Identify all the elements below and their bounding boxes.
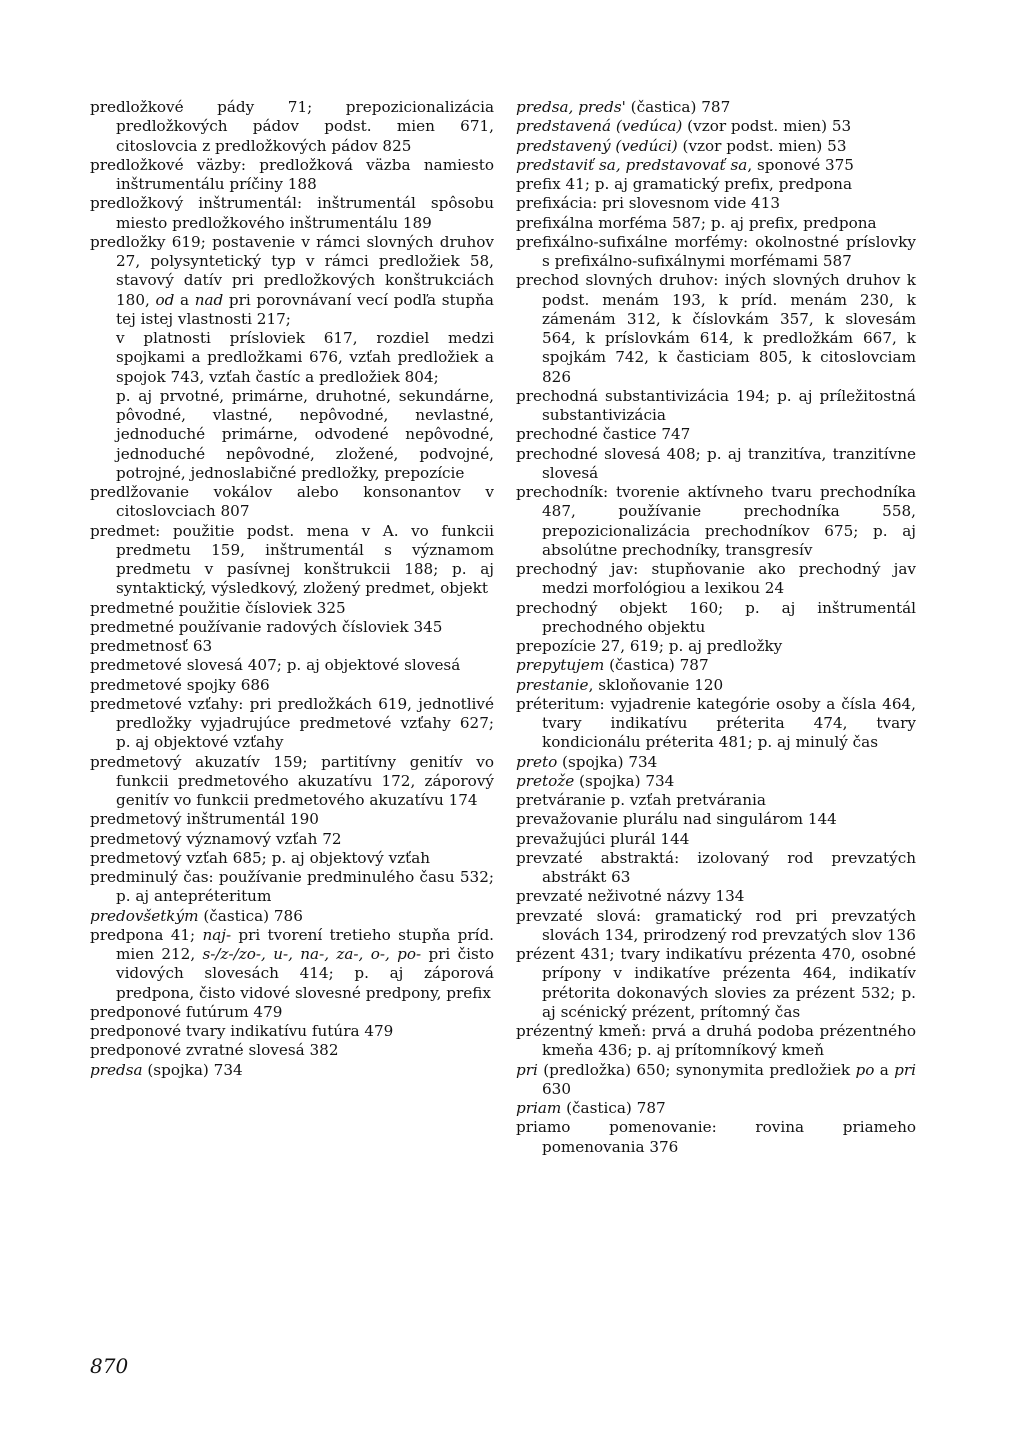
entry-text: p. aj prvotné, primárne, druhotné, sekundárne, pôvodné, vlastné, nepôvodné, nevlastné, jednoduché primárne, odvodené nepôvodné, jednoduché nepôvodné, zložené, podvojné, potrojné, jednoslabičné predložky, prepozície: [116, 386, 494, 482]
italic-term: predsa, preds': [516, 98, 626, 116]
entry-text: a: [874, 1060, 895, 1079]
index-entry: [90, 926, 494, 1003]
italic-term: po: [855, 1060, 875, 1079]
entry-text: (spojka) 734: [142, 1060, 243, 1079]
entry-text: prevzaté abstraktá: izolovaný rod prevzatých abstrákt 63: [516, 848, 916, 886]
index-entry: [90, 637, 494, 656]
index-entry: [90, 599, 494, 618]
entry-text: prechodný jav: stupňovanie ako prechodný jav medzi morfológiou a lexikou 24: [516, 560, 916, 598]
index-entry: [516, 695, 916, 753]
entry-text: prefix 41; p. aj gramatický prefix, predpona: [516, 175, 853, 193]
index-entry: [90, 830, 494, 849]
index-column-right: [516, 98, 916, 1157]
entry-text: predpona 41;: [90, 925, 203, 944]
index-entry: [516, 772, 916, 791]
index-entry: [516, 907, 916, 946]
entry-text: prechodník: tvorenie aktívneho tvaru prechodníka 487, používanie prechodníka 558, prepozicionalizácia prechodníkov 675; p. aj absolútne prechodníky, transgresív: [516, 483, 916, 559]
entry-text: pretváranie p. vzťah pretvárania: [516, 791, 766, 809]
entry-text: prézentný kmeň: prvá a druhá podoba prézentného kmeňa 436; p. aj prítomníkový kmeň: [516, 1022, 916, 1060]
entry-text: , skloňovanie 120: [588, 675, 724, 694]
italic-term: od: [155, 290, 175, 309]
index-entry: [516, 945, 916, 1022]
index-entry-continuation: [90, 387, 494, 483]
entry-text: predmetový vzťah 685; p. aj objektový vzťah: [90, 848, 431, 867]
entry-text: predmetové spojky 686: [90, 675, 270, 694]
index-entry: [90, 1041, 494, 1060]
index-entry: [516, 98, 916, 117]
index-entry: [516, 214, 916, 233]
index-entry: [516, 1099, 916, 1118]
index-entry: [90, 907, 494, 926]
index-entry: [90, 233, 494, 329]
entry-text: predmetový inštrumentál 190: [90, 810, 319, 829]
entry-text: prevažovanie plurálu nad singulárom 144: [516, 810, 837, 829]
entry-text: predložkový inštrumentál: inštrumentál spôsobu miesto predložkového inštrumentálu 189: [90, 194, 494, 232]
entry-text: 630: [542, 1079, 571, 1098]
entry-text: priamo pomenovanie: rovina priameho pomenovania 376: [516, 1118, 916, 1156]
entry-text: predmetné použitie čísloviek 325: [90, 598, 346, 617]
index-entry: [516, 656, 916, 675]
entry-text: prechodná substantivizácia 194; p. aj príležitostná substantivizácia: [516, 386, 916, 424]
entry-text: pri tvorení tretieho stupňa príd. mien 212,: [116, 925, 494, 963]
index-entry: [516, 830, 916, 849]
index-entry: [516, 117, 916, 136]
index-entry: [90, 1061, 494, 1080]
italic-term: nad: [194, 290, 224, 309]
entry-text: (spojka) 734: [557, 752, 658, 771]
italic-term: prepytujem: [516, 656, 605, 675]
entry-text: prefixácia: pri slovesnom vide 413: [516, 194, 781, 213]
index-entry: [516, 1022, 916, 1061]
index-entry: [516, 560, 916, 599]
italic-term: preto: [516, 752, 558, 771]
italic-term: priam: [516, 1099, 562, 1117]
index-entry: [516, 791, 916, 810]
entry-text: predložkové väzby: predložková väzba namiesto inštrumentálu príčiny 188: [90, 155, 494, 193]
italic-term: naj-: [202, 925, 232, 944]
italic-term: predstavený (vedúci): [516, 136, 678, 155]
index-entry: [516, 849, 916, 888]
italic-term: pri: [516, 1060, 538, 1079]
entry-text: prechodné častice 747: [516, 425, 691, 444]
entry-text: predponové tvary indikatívu futúra 479: [90, 1022, 394, 1040]
index-entry: [516, 156, 916, 175]
entry-text: prefixálno-sufixálne morfémy: okolnostné príslovky s prefixálno-sufixálnymi morfémami 587: [516, 232, 916, 270]
entry-text: prefixálna morféma 587; p. aj prefix, predpona: [516, 213, 877, 232]
entry-text: pri čisto vidových slovesách 414; p. aj záporová predpona, čisto vidové slovesné predpony, prefix: [116, 945, 494, 1002]
entry-text: prepozície 27, 619; p. aj predložky: [516, 637, 783, 655]
entry-text: predložky 619; postavenie v rámci slovných druhov 27, polysyntetický typ v rámci predložiek 58, stavový datív pri predložkových konštrukciách 180,: [90, 232, 494, 309]
italic-term: prestanie: [516, 675, 589, 694]
entry-text: prechodný objekt 160; p. aj inštrumentál prechodného objektu: [516, 598, 916, 636]
entry-text: prevzaté slová: gramatický rod pri prevzatých slovách 134, prirodzený rod prevzatých slov 136: [516, 906, 916, 944]
entry-text: predponové futúrum 479: [90, 1002, 283, 1021]
entry-text: (vzor podst. mien) 53: [677, 136, 847, 155]
index-entry: [90, 676, 494, 695]
index-entry: [516, 233, 916, 272]
entry-text: predmetový akuzatív 159; partitívny genitív vo funkcii predmetového akuzatívu 172, záporový genitív vo funkcii predmetového akuzatívu 174: [90, 752, 494, 809]
index-entry: [90, 849, 494, 868]
index-entry: [516, 425, 916, 444]
entry-text: prechod slovných druhov: iných slovných druhov k podst. menám 193, k príd. menám 230, k zámenám 312, k číslovkám 357, k slovesám 564, k príslovkám 614, k predložkám 667, k spojkám 742, k časticiam 805, k citoslovciam 826: [516, 271, 916, 386]
italic-term: predovšetkým: [90, 906, 199, 925]
entry-text: predmetové slovesá 407; p. aj objektové slovesá: [90, 656, 461, 675]
index-entry: [516, 599, 916, 638]
entry-text: (častica) 786: [198, 906, 303, 925]
entry-text: predmetový významový vzťah 72: [90, 829, 342, 848]
entry-text: prevažujúci plurál 144: [516, 829, 690, 848]
index-entry: [516, 137, 916, 156]
index-entry: [90, 1022, 494, 1041]
index-entry: [516, 637, 916, 656]
index-entry: [90, 695, 494, 753]
entry-text: prézent 431; tvary indikatívu prézenta 470, osobné prípony v indikatíve prézenta 464, indikatív prétorita dokonavých slovies za prézent 532; p. aj scénický prézent, prítomný čas: [516, 945, 916, 1021]
index-entry: [90, 618, 494, 637]
index-entry: [516, 810, 916, 829]
entry-text: (častica) 787: [625, 98, 731, 116]
index-entry: [516, 194, 916, 213]
entry-text: predložkové pády 71; prepozicionalizácia predložkových pádov podst. mien 671, citoslovcia z predložkových pádov 825: [90, 98, 494, 155]
entry-text: , sponové 375: [747, 155, 854, 174]
index-entry: [90, 98, 494, 156]
index-entry: [516, 887, 916, 906]
index-entry: [90, 810, 494, 829]
entry-text: (predložka) 650; synonymita predložiek: [537, 1060, 856, 1079]
entry-text: (spojka) 734: [574, 771, 675, 790]
index-entry: [516, 1118, 916, 1157]
entry-text: predmet: použitie podst. mena v A. vo funkcii predmetu 159, inštrumentál s významom predmetu v pasívnej konštrukcii 188; p. aj syntaktický, výsledkový, zložený predmet, objekt: [90, 521, 494, 598]
index-entry: [516, 483, 916, 560]
entry-text: predponové zvratné slovesá 382: [90, 1041, 339, 1060]
index-entry: [516, 753, 916, 772]
index-entry: [90, 522, 494, 599]
italic-term: predsa: [90, 1060, 143, 1079]
index-entry: [90, 156, 494, 195]
index-entry: [90, 656, 494, 675]
index-entry: [516, 387, 916, 426]
entry-text: (vzor podst. mien) 53: [682, 117, 852, 136]
entry-text: (častica) 787: [561, 1099, 666, 1117]
index-entry: [90, 868, 494, 907]
entry-text: v platnosti prísloviek 617, rozdiel medzi spojkami a predložkami 676, vzťah predložiek a spojok 743, vzťah častíc a predložiek 804;: [116, 329, 494, 386]
entry-text: predlžovanie vokálov alebo konsonantov v citoslovciach 807: [90, 483, 494, 521]
index-entry: [90, 483, 494, 522]
index-entry-continuation: [90, 329, 494, 387]
italic-term: pretože: [516, 771, 575, 790]
index-entry: [516, 676, 916, 695]
entry-text: predminulý čas: používanie predminulého času 532; p. aj antepréteritum: [90, 868, 494, 906]
entry-text: (častica) 787: [604, 656, 709, 675]
index-entry: [90, 1003, 494, 1022]
entry-text: prechodné slovesá 408; p. aj tranzitíva, tranzitívne slovesá: [516, 444, 916, 482]
entry-text: predmetové vzťahy: pri predložkách 619, jednotlivé predložky vyjadrujúce predmetové vzťahy 627; p. aj objektové vzťahy: [90, 694, 494, 752]
index-entry: [516, 175, 916, 194]
index-entry: [516, 271, 916, 387]
italic-term: predstaviť sa, predstavovať sa: [516, 155, 748, 174]
entry-text: a: [174, 290, 195, 309]
entry-text: predmetnosť 63: [90, 637, 213, 655]
index-entry: [90, 753, 494, 811]
page-number: 870: [90, 1354, 129, 1378]
italic-term: s-/z-/zo-, u-, na-, za-, o-, po-: [202, 945, 422, 963]
entry-text: prevzaté neživotné názvy 134: [516, 887, 745, 906]
italic-term: pri: [894, 1060, 916, 1079]
italic-term: predstavená (vedúca): [516, 117, 683, 136]
entry-text: predmetné používanie radových čísloviek 345: [90, 617, 443, 636]
entry-text: préteritum: vyjadrenie kategórie osoby a čísla 464, tvary indikatívu préterita 474, tvary kondicionálu préterita 481; p. aj minulý čas: [516, 694, 916, 752]
index-column-left: [90, 98, 494, 1080]
index-entry: [516, 1061, 916, 1100]
entry-text: pri porovnávaní vecí podľa stupňa tej istej vlastnosti 217;: [116, 290, 494, 328]
index-entry: [90, 194, 494, 233]
index-entry: [516, 445, 916, 484]
